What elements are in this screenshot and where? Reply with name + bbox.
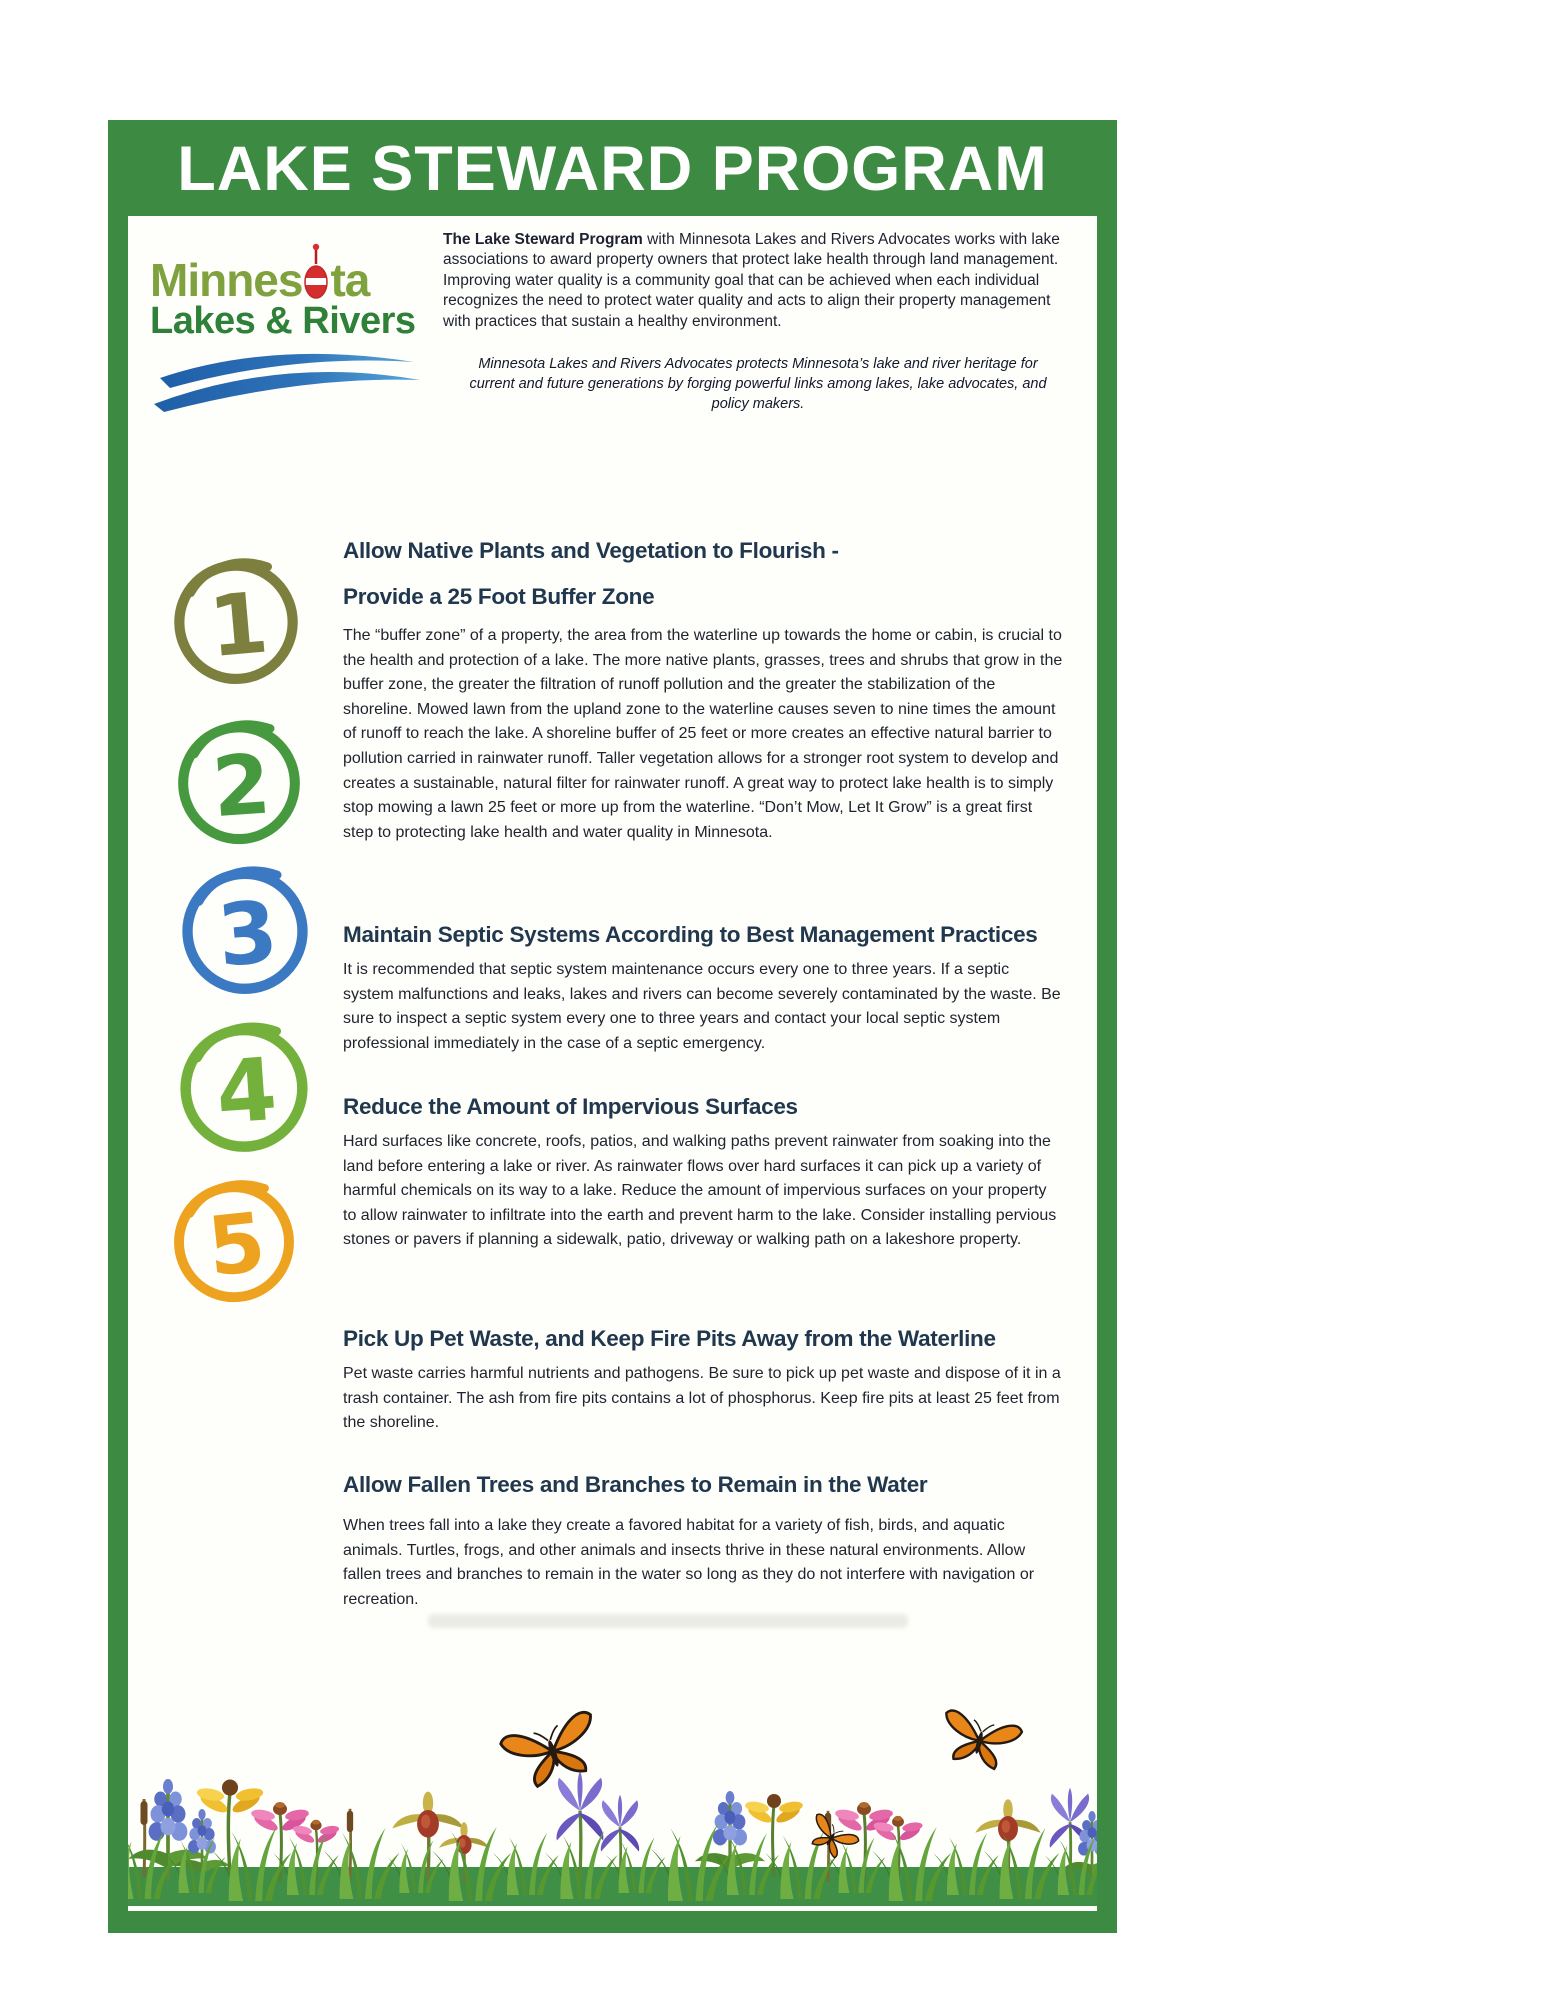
- monarch-butterfly-icon: [936, 1709, 1023, 1773]
- number-badge-2: [172, 714, 306, 853]
- badge-number: 2: [209, 736, 274, 837]
- content-panel: [128, 216, 1097, 1911]
- section-native-plants-body: The “buffer zone” of a property, the area from the waterline up towards the home or cabin, is crucial to the health and protection of a lake. The more native plants, grasses, trees and shrubs that grow in the buffer zone, the greater the filtration of runoff pollution and the greater the stabilization of the shoreline. Mowed lawn from the upland zone to the waterline causes seven to nine times the amount of runoff to reach the lake. A shoreline buffer of 25 feet or more creates an effective natural barrier to pollution carried in rainwater runoff. Taller vegetation allows for a stronger root system to develop and creates a sustainable, natural filter for rainwater runoff. A great way to protect lake health is to simply stop mowing a lawn 25 feet or more up from the waterline. “Don’t Mow, Let It Grow” is a great first step to protecting lake health and water quality in Minnesota.: [343, 627, 1063, 841]
- number-badge-3: [176, 860, 314, 1003]
- logo-wordmark-pre: Minnes: [150, 254, 303, 306]
- intro-rest: with Minnesota Lakes and Rivers Advocates works with lake associations to award property owners that protect lake health through land management. Improving water quality is a community goal that can be achieved when each individual recognizes the need to protect water quality and acts to align their property management with practices that sustain a healthy environment.: [443, 231, 1060, 330]
- badge-number: 1: [205, 573, 272, 677]
- section-pet-waste-body: Pet waste carries harmful nutrients and pathogens. Be sure to pick up pet waste and dispose of it in a trash container. The ash from fire pits contains a lot of phosphorus. Keep fire pits at least 25 feet from the shoreline.: [343, 1365, 1061, 1432]
- scan-artifact: [428, 1614, 908, 1628]
- section-septic-heading: Maintain Septic Systems According to Best Management Practices: [343, 922, 1038, 947]
- intro-paragraph: [443, 230, 1065, 332]
- number-badge-5: [168, 1174, 300, 1311]
- section-native-plants-heading-line1: Allow Native Plants and Vegetation to Flourish -: [343, 538, 839, 563]
- water-waves-icon: [152, 348, 432, 417]
- section-septic-body: It is recommended that septic system maintenance occurs every one to three years. If a septic system malfunctions and leaks, lakes and rivers can become severely contaminated by the waste. Be sure to inspect a septic system every one to three years and contact your local septic system professional immediately in the case of a septic emergency.: [343, 961, 1061, 1052]
- badge-number: 5: [203, 1195, 270, 1296]
- section-fallen-trees-heading: Allow Fallen Trees and Branches to Remain in the Water: [343, 1472, 928, 1497]
- badge-number: 4: [213, 1039, 281, 1144]
- cattail-icon: [141, 1799, 148, 1877]
- mission-statement: Minnesota Lakes and Rivers Advocates protects Minnesota’s lake and river heritage for current and future generations by forging powerful links among lakes, lake advocates, and policy makers.: [469, 356, 1047, 412]
- logo-wordmark-post: ta: [330, 254, 370, 306]
- logo-subtitle: Lakes & Rivers: [150, 300, 416, 342]
- section-impervious-body: Hard surfaces like concrete, roofs, patios, and walking paths prevent rainwater from soaking into the land before entering a lake or river. As rainwater flows over hard surfaces it can pick up a variety of harmful chemicals on its way to a lake. Reduce the amount of impervious surfaces on your property to allow rainwater to infiltrate into the earth and prevent harm to the lake. Consider installing pervious stones or pavers if planning a sidewalk, patio, driveway or walking path on a lakeshore property.: [343, 1133, 1057, 1249]
- wildflower-meadow-border: [128, 1631, 1097, 1911]
- section-native-plants-heading-line2: Provide a 25 Foot Buffer Zone: [343, 584, 655, 609]
- flyer: [108, 120, 1117, 1933]
- section-fallen-trees-body: When trees fall into a lake they create a favored habitat for a variety of fish, birds, and aquatic animals. Turtles, frogs, and other animals and insects thrive in these natural environments. Allow fallen trees and branches to remain in the water so long as they do not interfere with navigation or recreation.: [343, 1517, 1035, 1608]
- number-badge-1: [168, 552, 304, 693]
- number-badge-4: [174, 1016, 314, 1161]
- intro-lead: The Lake Steward Program: [443, 231, 643, 248]
- badge-number: 3: [213, 882, 282, 987]
- section-pet-waste-heading: Pick Up Pet Waste, and Keep Fire Pits Away from the Waterline: [343, 1326, 996, 1351]
- monarch-butterfly-icon: [499, 1710, 606, 1793]
- section-impervious-heading: Reduce the Amount of Impervious Surfaces: [343, 1094, 798, 1119]
- page-title: LAKE STEWARD PROGRAM: [177, 134, 1048, 204]
